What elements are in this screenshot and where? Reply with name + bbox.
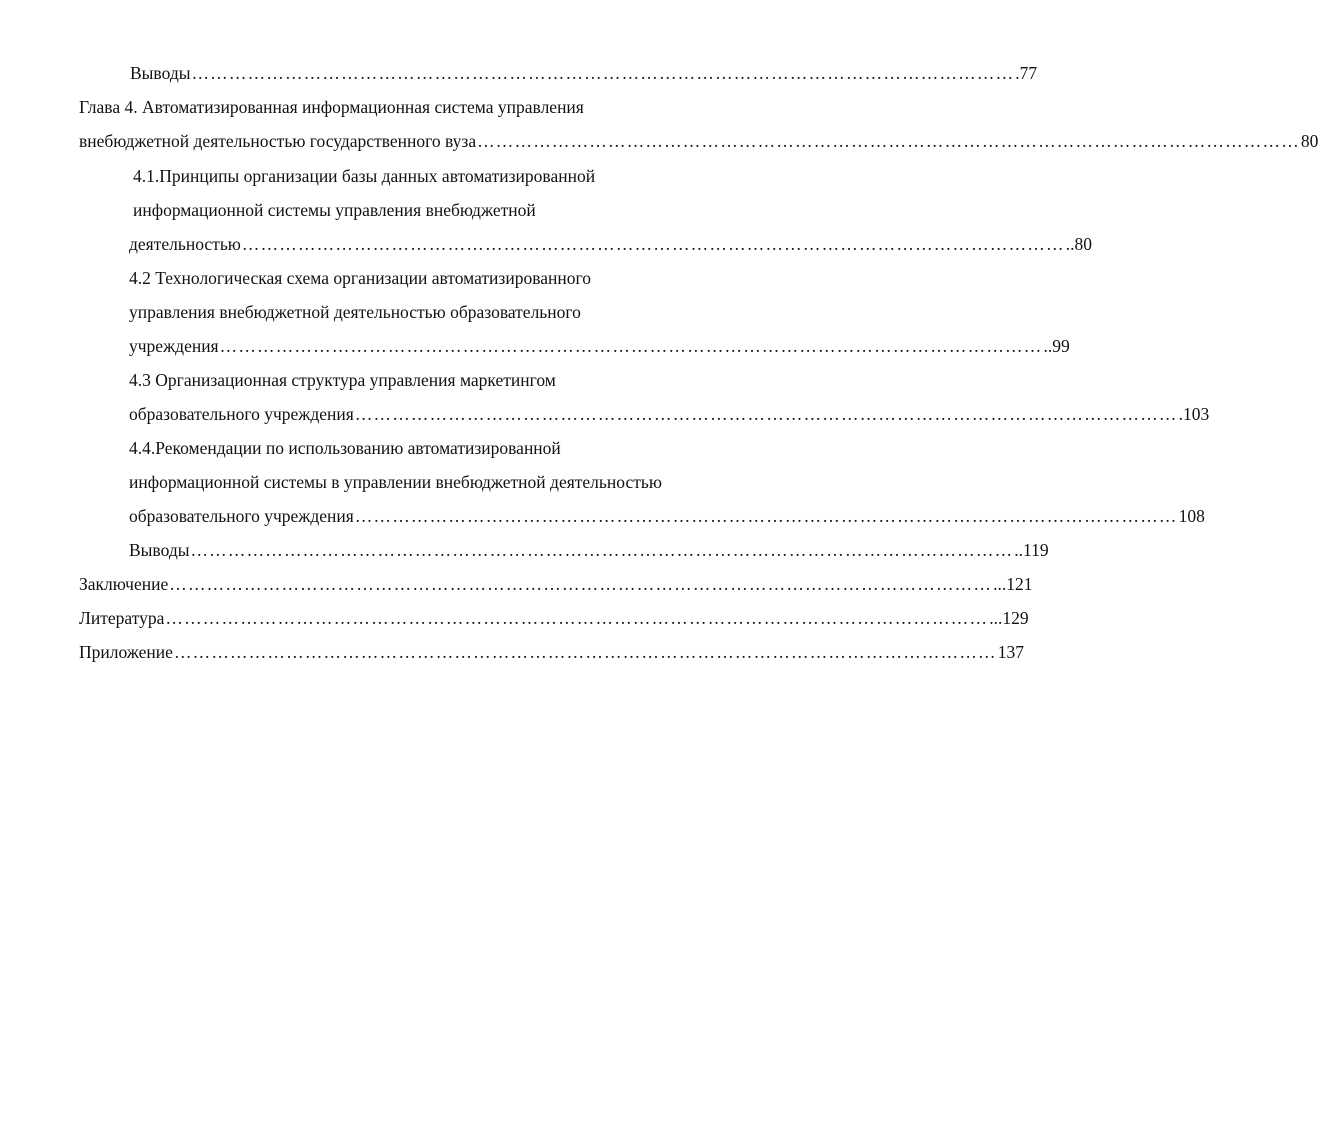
toc-section-4-2-line-2 xyxy=(129,296,729,328)
toc-entry-title: 4.1.Принципы организации базы данных автоматизированной xyxy=(133,166,596,186)
toc-page-number: ...129 xyxy=(989,608,1029,628)
dot-leader: …………………………………………………………………………………………………………………… xyxy=(354,404,1178,424)
toc-entry-title: 4.2 Технологическая схема организации автоматизированного xyxy=(129,268,591,288)
toc-entry-title: Выводы xyxy=(129,540,190,560)
toc-entry-literature xyxy=(79,602,1029,634)
toc-entry-title: деятельностью xyxy=(129,234,241,254)
dot-leader: …………………………………………………………………………………………………………………… xyxy=(354,506,1178,526)
toc-entry-title: управления внебюджетной деятельностью образовательного xyxy=(129,302,581,322)
toc-entry-title: образовательного учреждения xyxy=(129,506,354,526)
toc-page-number: 137 xyxy=(997,642,1024,662)
toc-entry-conclusion xyxy=(79,568,1033,600)
toc-page-number: ..99 xyxy=(1043,336,1070,356)
toc-entry-appendix xyxy=(79,636,1024,668)
toc-page-number: ..119 xyxy=(1014,540,1049,560)
toc-entry-title: учреждения xyxy=(129,336,219,356)
dot-leader: …………………………………………………………………………………………………………………… xyxy=(165,608,989,628)
toc-section-4-4-line-2 xyxy=(129,466,749,498)
toc-section-4-2-line-1 xyxy=(129,262,729,294)
toc-entry-title: образовательного учреждения xyxy=(129,404,354,424)
toc-section-4-1-line-3 xyxy=(129,228,1092,260)
toc-entry-title: Литература xyxy=(79,608,165,628)
toc-section-4-4-line-1 xyxy=(129,432,729,464)
dot-leader: …………………………………………………………………………………………………………………… xyxy=(241,234,1065,254)
toc-entry-title: Глава 4. Автоматизированная информационная система управления xyxy=(79,97,584,117)
toc-section-4-1-line-2 xyxy=(133,194,733,226)
toc-entry-title: 4.3 Организационная структура управления маркетингом xyxy=(129,370,556,390)
dot-leader: …………………………………………………………………………………………………………………… xyxy=(169,574,993,594)
toc-section-4-4-line-3 xyxy=(129,500,1205,532)
toc-entry-title: информационной системы управления внебюджетной xyxy=(133,200,536,220)
toc-entry-title: Выводы xyxy=(130,63,191,83)
toc-entry-title: информационной системы в управлении внебюджетной деятельностью xyxy=(129,472,662,492)
dot-leader: …………………………………………………………………………………………………………………… xyxy=(219,336,1043,356)
toc-entry-title: Заключение xyxy=(79,574,169,594)
toc-chapter-4-title-line-2 xyxy=(79,125,1318,157)
dot-leader: …………………………………………………………………………………………………………………… xyxy=(477,131,1300,151)
toc-page-number: 80 xyxy=(1300,131,1318,151)
toc-entry-title: 4.4.Рекомендации по использованию автоматизированной xyxy=(129,438,561,458)
toc-page-number: .77 xyxy=(1015,63,1038,83)
dot-leader: …………………………………………………………………………………………………………………… xyxy=(173,642,997,662)
toc-section-4-3-line-1 xyxy=(129,364,729,396)
toc-chapter-4-title-line-1 xyxy=(79,91,739,123)
toc-entry-title: Приложение xyxy=(79,642,173,662)
toc-page-number: ...121 xyxy=(993,574,1033,594)
dot-leader: …………………………………………………………………………………………………………………… xyxy=(190,540,1014,560)
toc-entry-conclusions-ch3 xyxy=(130,57,1038,89)
toc-entry-title: внебюджетной деятельностью государственного вуза xyxy=(79,131,477,151)
toc-section-4-2-line-3 xyxy=(129,330,1070,362)
toc-entry-conclusions-ch4 xyxy=(129,534,1049,566)
toc-page-number: .103 xyxy=(1178,404,1210,424)
toc-section-4-1-line-1 xyxy=(133,160,733,192)
dot-leader: …………………………………………………………………………………………………………………… xyxy=(191,63,1015,83)
toc-page-number: 108 xyxy=(1178,506,1205,526)
toc-page-number: ..80 xyxy=(1065,234,1092,254)
toc-section-4-3-line-2 xyxy=(129,398,1210,430)
